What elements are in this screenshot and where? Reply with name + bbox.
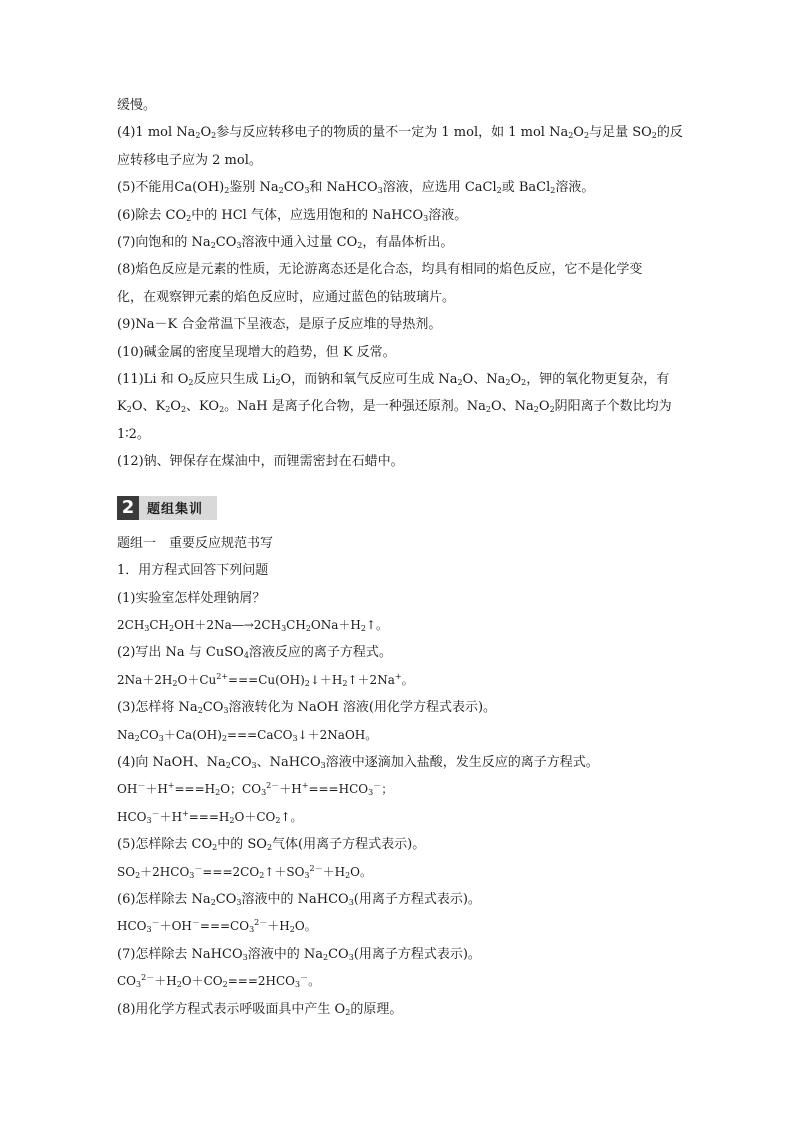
- note-7: (7)向饱和的 $Na_2CO_3$溶液中通入过量 $CO_2$，有晶体析出。: [117, 235, 454, 251]
- note-line: 缓慢。: [117, 98, 157, 113]
- q5: (5)怎样除去 $CO_2$中的 $SO_2$气体(用离子方程式表示)。: [117, 837, 426, 853]
- a4-cont: $HCO_3^-+H^+===H_2O+CO_2↑$。: [117, 808, 303, 825]
- section-number: 2: [117, 496, 139, 520]
- note-9: (9)Na－K 合金常温下呈液态，是原子反应堆的导热剂。: [117, 317, 442, 333]
- q6: (6)怎样除去 $Na_2CO_3$溶液中的 NaHCO$_3$(用离子方程式表示)。: [117, 891, 481, 907]
- exercise-group-title: 题组一 重要反应规范书写: [117, 535, 274, 551]
- note-10: (10)碱金属的密度呈现增大的趋势，但 K 反常。: [117, 344, 396, 360]
- section-title: 题组集训: [147, 502, 204, 518]
- note-12: (12)钠、钾保存在煤油中，而锂需密封在石蜡中。: [117, 454, 404, 470]
- note-8-cont: 化，在观察钾元素的焰色反应时，应通过蓝色的钴玻璃片。: [117, 289, 456, 305]
- q7: (7)怎样除去 NaHCO$_3$溶液中的 $Na_2CO_3$(用离子方程式表示)。: [117, 946, 481, 962]
- a2: $2Na+2H_2O+Cu^{2+}===Cu(OH)_2↓+H_2↑+2Na^+$。: [117, 671, 414, 688]
- q4: (4)向 NaOH、$Na_2CO_3$、NaHCO$_3$溶液中逐滴加入盐酸，发生反应的离子方程式。: [117, 754, 599, 770]
- note-11-cont2: 1∶2。: [117, 426, 150, 442]
- q3: (3)怎样将 $Na_2CO_3$溶液转化为 NaOH 溶液(用化学方程式表示)。: [117, 700, 497, 716]
- a5: $SO_2+2HCO_3^-===2CO_2↑+SO_3^{2-}+H_2O$。: [117, 863, 373, 880]
- a6: $HCO_3^-+OH^-===CO_3^{2-}+H_2O$。: [117, 918, 317, 935]
- a1: $2CH_3CH_2OH+2Na―\to 2CH_3CH_2ONa+H_2↑$。: [117, 617, 389, 633]
- a7: $CO_3^{2-}+H_2O+CO_2===2HCO_3^-$。: [117, 973, 321, 990]
- q2: (2)写出 Na 与 CuSO$_4$溶液反应的离子方程式。: [117, 645, 392, 661]
- note-4: (4)1 mol $Na_2O_2$参与反应转移电子的物质的量不一定为 1 mol，如 1 mol $Na_2O_2$与足量 $SO_2$的反: [117, 125, 683, 141]
- note-11: (11)Li 和 $O_2$反应只生成 $Li_2O$，而钠和氧气反应可生成 $Na_2O$、$Na_2O_2$，钾的氧化物更复杂，有: [117, 372, 670, 388]
- a3: $Na_2CO_3+Ca(OH)_2===CaCO_3↓+2NaOH$。: [117, 727, 378, 743]
- note-6: (6)除去 $CO_2$中的 HCl 气体，应选用饱和的 NaHCO$_3$溶液。: [117, 207, 468, 223]
- a4: $OH^-+H^+===H_2O$；$CO_3^{2-}+H^+===HCO_3^-$；: [117, 781, 394, 798]
- note-8: (8)焰色反应是元素的性质，无论游离态还是化合态，均具有相同的焰色反应，它不是化学变: [117, 262, 643, 278]
- q8: (8)用化学方程式表示呼吸面具中产生 $O_2$的原理。: [117, 1001, 403, 1017]
- note-4-cont: 应转移电子应为 2 mol。: [117, 152, 262, 168]
- document-page: [117, 92, 683, 1023]
- q1: (1)实验室怎样处理钠屑？: [117, 590, 266, 606]
- note-11-cont: $K_2O$、$K_2O_2$、$KO_2$。NaH 是离子化合物，是一种强还原剂。$Na_2O$、$Na_2O_2$阴阳离子个数比均为: [117, 399, 672, 415]
- note-5: (5)不能用$Ca(OH)_2$鉴别 $Na_2CO_3$和 NaHCO$_3$溶液，应选用 CaCl$_2$或 BaCl$_2$溶液。: [117, 180, 595, 196]
- question-1: 1．用方程式回答下列问题: [117, 563, 269, 579]
- section-header: [117, 496, 217, 520]
